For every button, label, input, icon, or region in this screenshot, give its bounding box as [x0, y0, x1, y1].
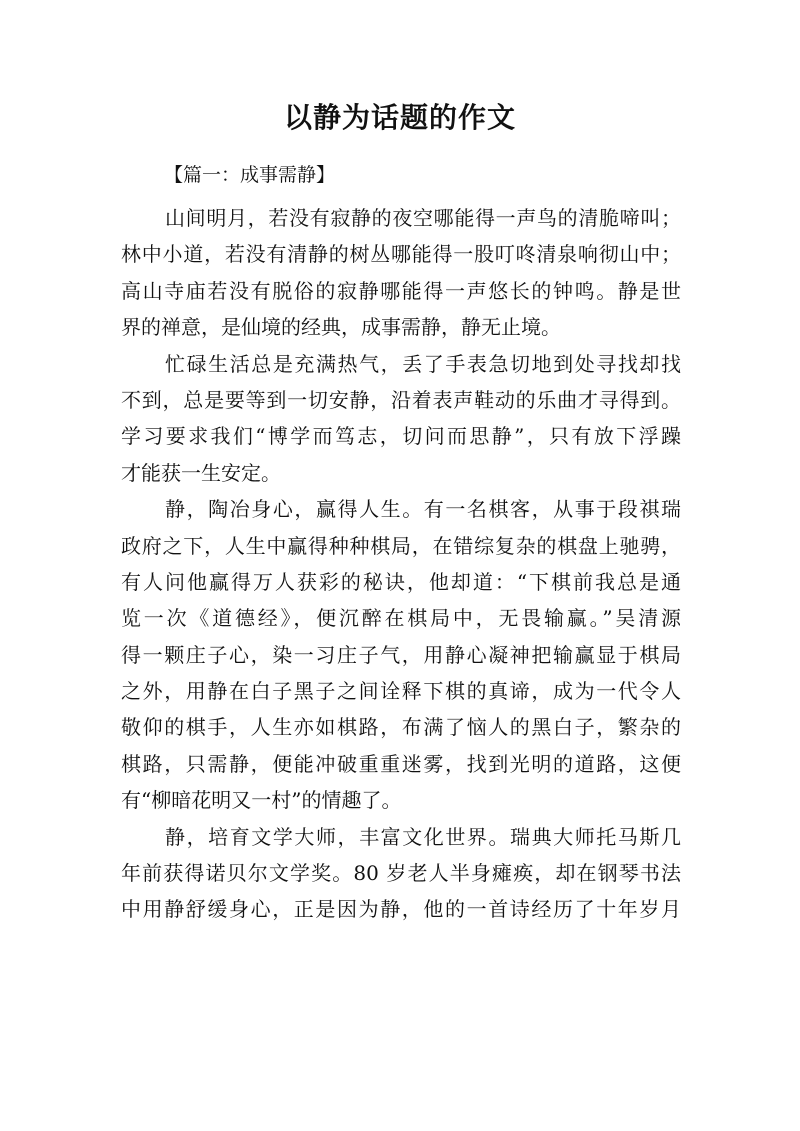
text-line: 静，陶冶身心，赢得人生。有一名棋客，从事于段祺瑞	[165, 497, 681, 522]
paragraph	[121, 200, 681, 346]
text-line: 林中小道，若没有清静的树丛哪能得一股叮咚清泉响彻山中；	[121, 242, 681, 267]
text-line: 高山寺庙若没有脱俗的寂静哪能得一声悠长的钟鸣。静是世	[121, 278, 681, 303]
document-title: 以静为话题的作文	[283, 101, 516, 134]
text-line: 才能获一生安定。	[121, 460, 281, 485]
text-line: 政府之下，人生中赢得种种棋局，在错综复杂的棋盘上驰骋，	[121, 533, 681, 558]
text-line: 静，培育文学大师，丰富文化世界。瑞典大师托马斯几	[165, 824, 681, 849]
document-body	[121, 200, 681, 928]
text-line: 敬仰的棋手，人生亦如棋路，布满了恼人的黑白子，繁杂的	[121, 715, 681, 740]
text-line: 学习要求我们“博学而笃志，切问而思静”，只有放下浮躁	[121, 424, 681, 449]
text-line: 不到，总是要等到一切安静，沿着表声鞋动的乐曲才寻得到。	[121, 387, 681, 412]
paragraph	[121, 346, 681, 492]
text-line: 有人问他赢得万人获彩的秘诀，他却道：“下棋前我总是通	[121, 569, 681, 594]
text-line: 年前获得诺贝尔文学奖。80 岁老人半身瘫痪，却在钢琴书法	[121, 861, 681, 886]
text-line: 棋路，只需静，便能冲破重重迷雾，找到光明的道路，这便	[121, 751, 681, 776]
text-line: 山间明月，若没有寂静的夜空哪能得一声鸟的清脆啼叫；	[165, 206, 681, 230]
paragraph	[121, 491, 681, 819]
text-line: 忙碌生活总是充满热气，丢了手表急切地到处寻找却找	[165, 351, 681, 376]
paragraph	[121, 819, 681, 928]
section-heading: 【篇一：成事需静】	[164, 164, 336, 186]
text-line: 界的禅意，是仙境的经典，成事需静，静无止境。	[121, 315, 561, 340]
text-line: 得一颗庄子心，染一习庄子气，用静心凝神把输赢显于棋局	[121, 642, 681, 667]
text-line: 之外，用静在白子黑子之间诠释下棋的真谛，成为一代令人	[121, 679, 681, 704]
text-line: 览一次《道德经》，便沉醉在棋局中，无畏输赢。”吴清源	[121, 606, 681, 631]
text-line: 中用静舒缓身心，正是因为静，他的一首诗经历了十年岁月	[121, 897, 681, 922]
text-line: 有“柳暗花明又一村”的情趣了。	[121, 788, 402, 813]
